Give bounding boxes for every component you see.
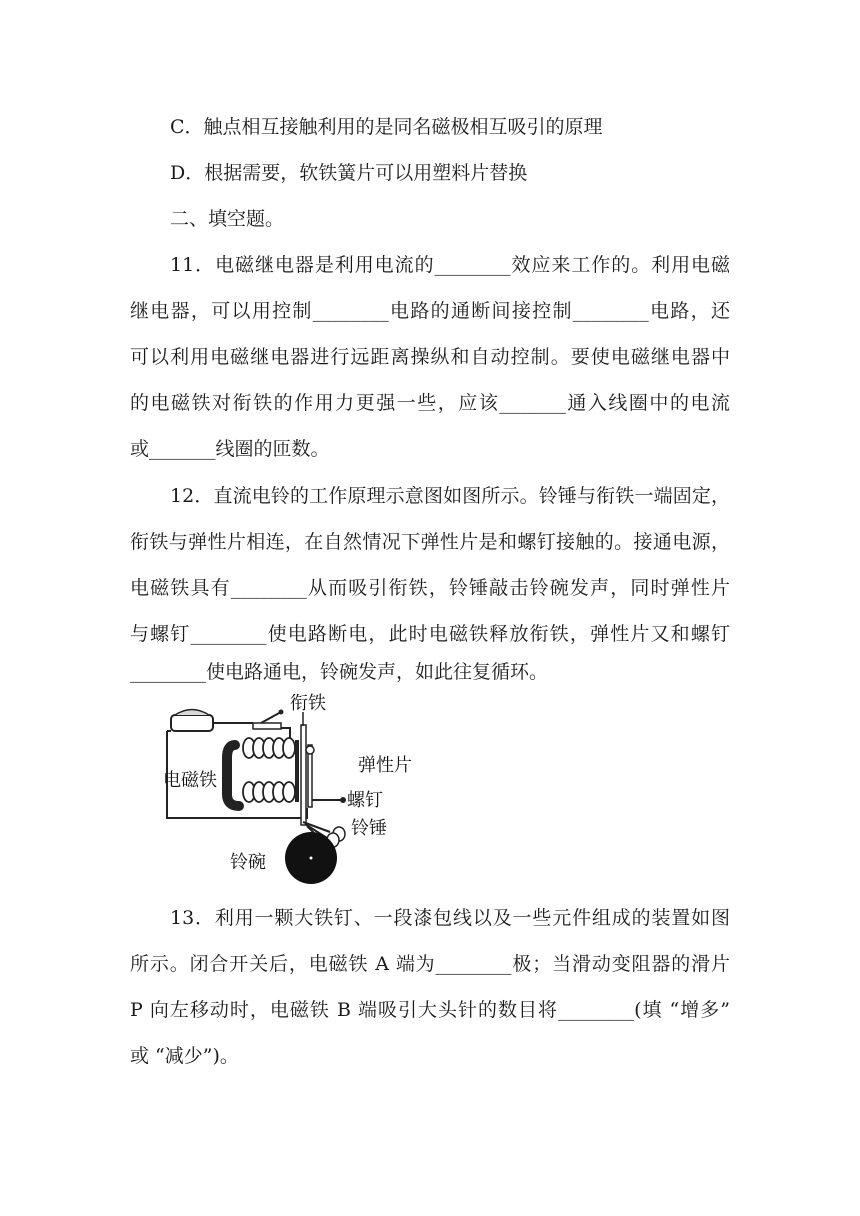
q12-line-3: 电磁铁具有________从而吸引衔铁，铃锤敲击铃碗发声，同时弹性片 <box>130 577 730 599</box>
electromagnet-coil <box>227 738 299 806</box>
q12-line-4: 与螺钉________使电路断电，此时电磁铁释放衔铁，弹性片又和螺钉 <box>130 623 730 645</box>
label-hammer: 铃锤 <box>351 818 387 839</box>
switch-icon <box>253 710 284 730</box>
bell-bowl-icon <box>285 832 337 884</box>
q13-line-4: 或 “减少”)。 <box>130 1045 239 1067</box>
section-heading: 二、填空题。 <box>170 208 285 230</box>
q12-line-1: 12．直流电铃的工作原理示意图如图所示。铃锤与衔铁一端固定， <box>170 485 730 507</box>
label-spring: 弹性片 <box>358 755 412 776</box>
q13-line-3: P 向左移动时，电磁铁 B 端吸引大头针的数目将________(填 “增多” <box>130 999 730 1021</box>
electric-bell-figure <box>155 690 415 890</box>
q12-line-2: 衔铁与弹性片相连，在自然情况下弹性片是和螺钉接触的。接通电源， <box>130 531 730 553</box>
q11-line-1: 11．电磁继电器是利用电流的________效应来工作的。利用电磁 <box>170 254 730 276</box>
q11-line-3: 可以利用电磁继电器进行远距离操纵和自动控制。要使电磁继电器中 <box>130 346 730 368</box>
bell-base-gong <box>171 710 213 732</box>
q11-line-4: 的电磁铁对衔铁的作用力更强一些，应该_______通入线圈中的电流 <box>130 392 730 414</box>
label-bowl: 铃碗 <box>230 852 266 873</box>
label-screw: 螺钉 <box>347 790 383 811</box>
q11-line-2: 继电器，可以用控制________电路的通断间接控制________电路，还 <box>130 300 730 322</box>
label-electromagnet: 电磁铁 <box>163 770 217 791</box>
option-c: C．触点相互接触利用的是同名磁极相互吸引的原理 <box>170 116 603 138</box>
label-armature: 衔铁 <box>290 693 326 714</box>
screw-icon <box>312 797 346 803</box>
q12-line-5: ________使电路通电，铃碗发声，如此往复循环。 <box>130 661 549 683</box>
q13-line-1: 13．利用一颗大铁钉、一段漆包线以及一些元件组成的装置如图 <box>170 907 730 929</box>
q13-line-2: 所示。闭合开关后，电磁铁 A 端为________极；当滑动变阻器的滑片 <box>130 953 730 975</box>
option-d: D．根据需要，软铁簧片可以用塑料片替换 <box>170 162 528 184</box>
electric-bell-diagram <box>155 690 415 890</box>
q11-line-5: 或_______线圈的匝数。 <box>130 438 330 460</box>
